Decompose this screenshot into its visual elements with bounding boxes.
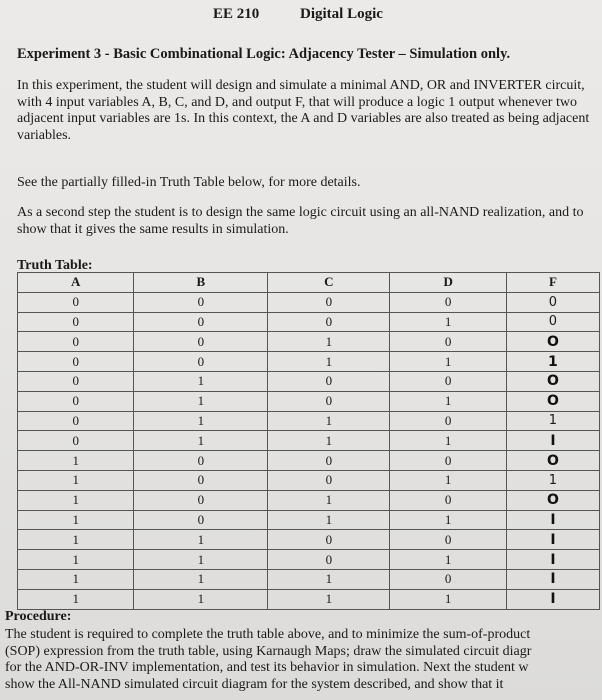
- input-cell: 0: [134, 451, 268, 471]
- input-cell: 1: [18, 451, 134, 471]
- output-f-cell: 0: [506, 292, 599, 312]
- input-cell: 1: [268, 431, 390, 451]
- output-f-cell: I: [506, 510, 599, 530]
- input-cell: 1: [268, 490, 390, 510]
- input-cell: 1: [18, 510, 134, 530]
- input-cell: 1: [18, 470, 134, 490]
- input-cell: 1: [134, 411, 268, 431]
- output-f-cell: I: [506, 569, 599, 589]
- input-cell: 0: [390, 569, 506, 589]
- truth-table-row: [18, 312, 600, 332]
- output-f-cell: 1: [506, 352, 599, 372]
- input-cell: 0: [18, 332, 134, 352]
- input-cell: 0: [134, 312, 268, 332]
- input-cell: 1: [134, 589, 268, 609]
- output-f-cell: O: [506, 391, 599, 411]
- input-cell: 0: [134, 332, 268, 352]
- intro-paragraph: In this experiment, the student will design and simulate a minimal AND, OR and INVERTER circuit, with 4 input variables A, B, C, and D, and output F, that will produce a logic 1 output whenever two adjacent input variables are 1s. In this context, the A and D variables are also treated as being adjacent variables.: [17, 78, 590, 143]
- output-f-cell: O: [506, 371, 599, 391]
- input-cell: 1: [134, 391, 268, 411]
- truth-table-row: [18, 431, 600, 451]
- input-cell: 0: [390, 371, 506, 391]
- input-cell: 1: [390, 470, 506, 490]
- input-cell: 0: [18, 292, 134, 312]
- procedure-label: Procedure:: [5, 609, 72, 624]
- truth-table-header-row: [18, 273, 600, 293]
- input-cell: 1: [390, 589, 506, 609]
- input-cell: 0: [134, 490, 268, 510]
- input-cell: 0: [268, 550, 390, 570]
- input-cell: 0: [268, 451, 390, 471]
- truth-table-row: [18, 490, 600, 510]
- truth-table-row: [18, 332, 600, 352]
- output-f-cell: O: [506, 332, 599, 352]
- header-b: B: [134, 273, 268, 293]
- truth-table-row: [18, 530, 600, 550]
- procedure-line: for the AND-OR-INV implementation, and test its behavior in simulation. Next the student w: [5, 660, 529, 675]
- truth-table-row: [18, 411, 600, 431]
- input-cell: 0: [134, 352, 268, 372]
- input-cell: 0: [18, 391, 134, 411]
- input-cell: 1: [268, 411, 390, 431]
- output-f-cell: 0: [506, 312, 599, 332]
- input-cell: 0: [390, 332, 506, 352]
- truth-table-row: [18, 510, 600, 530]
- output-f-cell: 1: [506, 470, 599, 490]
- input-cell: 0: [268, 312, 390, 332]
- input-cell: 1: [18, 569, 134, 589]
- input-cell: 1: [390, 391, 506, 411]
- second-step-paragraph: As a second step the student is to design the same logic circuit using an all-NAND realization, and to show that it gives the same results in simulation.: [17, 205, 584, 237]
- input-cell: 0: [18, 352, 134, 372]
- input-cell: 0: [18, 431, 134, 451]
- input-cell: 1: [18, 490, 134, 510]
- output-f-cell: I: [506, 530, 599, 550]
- course-subject: Digital Logic: [300, 6, 383, 22]
- course-code: EE 210: [213, 6, 260, 22]
- truth-table-row: [18, 550, 600, 570]
- input-cell: 1: [390, 312, 506, 332]
- input-cell: 0: [134, 470, 268, 490]
- truth-table-row: [18, 371, 600, 391]
- truth-table-label: Truth Table:: [17, 258, 93, 273]
- output-f-cell: O: [506, 451, 599, 471]
- output-f-cell: I: [506, 589, 599, 609]
- input-cell: 0: [268, 391, 390, 411]
- input-cell: 0: [390, 292, 506, 312]
- input-cell: 0: [134, 292, 268, 312]
- input-cell: 1: [134, 530, 268, 550]
- truth-table-row: [18, 470, 600, 490]
- header-f: F: [506, 273, 599, 293]
- input-cell: 1: [268, 352, 390, 372]
- input-cell: 0: [268, 470, 390, 490]
- truth-table-row: [18, 352, 600, 372]
- input-cell: 0: [268, 292, 390, 312]
- header-d: D: [390, 273, 506, 293]
- input-cell: 1: [134, 569, 268, 589]
- input-cell: 0: [390, 411, 506, 431]
- input-cell: 1: [268, 510, 390, 530]
- input-cell: 1: [390, 510, 506, 530]
- input-cell: 1: [134, 431, 268, 451]
- header-c: C: [268, 273, 390, 293]
- output-f-cell: I: [506, 550, 599, 570]
- truth-table-row: [18, 589, 600, 609]
- input-cell: 1: [18, 550, 134, 570]
- procedure-line: The student is required to complete the truth table above, and to minimize the sum-of-product: [5, 627, 531, 642]
- input-cell: 1: [134, 371, 268, 391]
- input-cell: 1: [18, 530, 134, 550]
- input-cell: 0: [268, 371, 390, 391]
- page-header: [0, 6, 602, 28]
- input-cell: 1: [268, 589, 390, 609]
- output-f-cell: O: [506, 490, 599, 510]
- experiment-title: Experiment 3 - Basic Combinational Logic: Adjacency Tester – Simulation only.: [17, 46, 511, 62]
- input-cell: 0: [18, 411, 134, 431]
- input-cell: 0: [18, 312, 134, 332]
- input-cell: 0: [390, 451, 506, 471]
- procedure-line: (SOP) expression from the truth table, using Karnaugh Maps; draw the simulated circuit diagr: [5, 643, 532, 659]
- input-cell: 1: [18, 589, 134, 609]
- truth-table-row: [18, 569, 600, 589]
- input-cell: 1: [134, 550, 268, 570]
- see-table-paragraph: See the partially filled-in Truth Table below, for more details.: [17, 175, 361, 190]
- truth-table-row: [18, 391, 600, 411]
- input-cell: 0: [268, 530, 390, 550]
- input-cell: 0: [390, 490, 506, 510]
- procedure-line: show the All-NAND simulated circuit diagram for the system described, and show that it: [5, 676, 504, 692]
- input-cell: 0: [134, 510, 268, 530]
- input-cell: 1: [390, 352, 506, 372]
- truth-table-row: [18, 292, 600, 312]
- input-cell: 1: [268, 569, 390, 589]
- output-f-cell: 1: [506, 411, 599, 431]
- input-cell: 0: [18, 371, 134, 391]
- truth-table-row: [18, 451, 600, 471]
- input-cell: 0: [390, 530, 506, 550]
- procedure-text: [5, 627, 602, 693]
- input-cell: 1: [268, 332, 390, 352]
- output-f-cell: I: [506, 431, 599, 451]
- input-cell: 1: [390, 431, 506, 451]
- header-a: A: [18, 273, 134, 293]
- truth-table: [17, 272, 600, 610]
- input-cell: 1: [390, 550, 506, 570]
